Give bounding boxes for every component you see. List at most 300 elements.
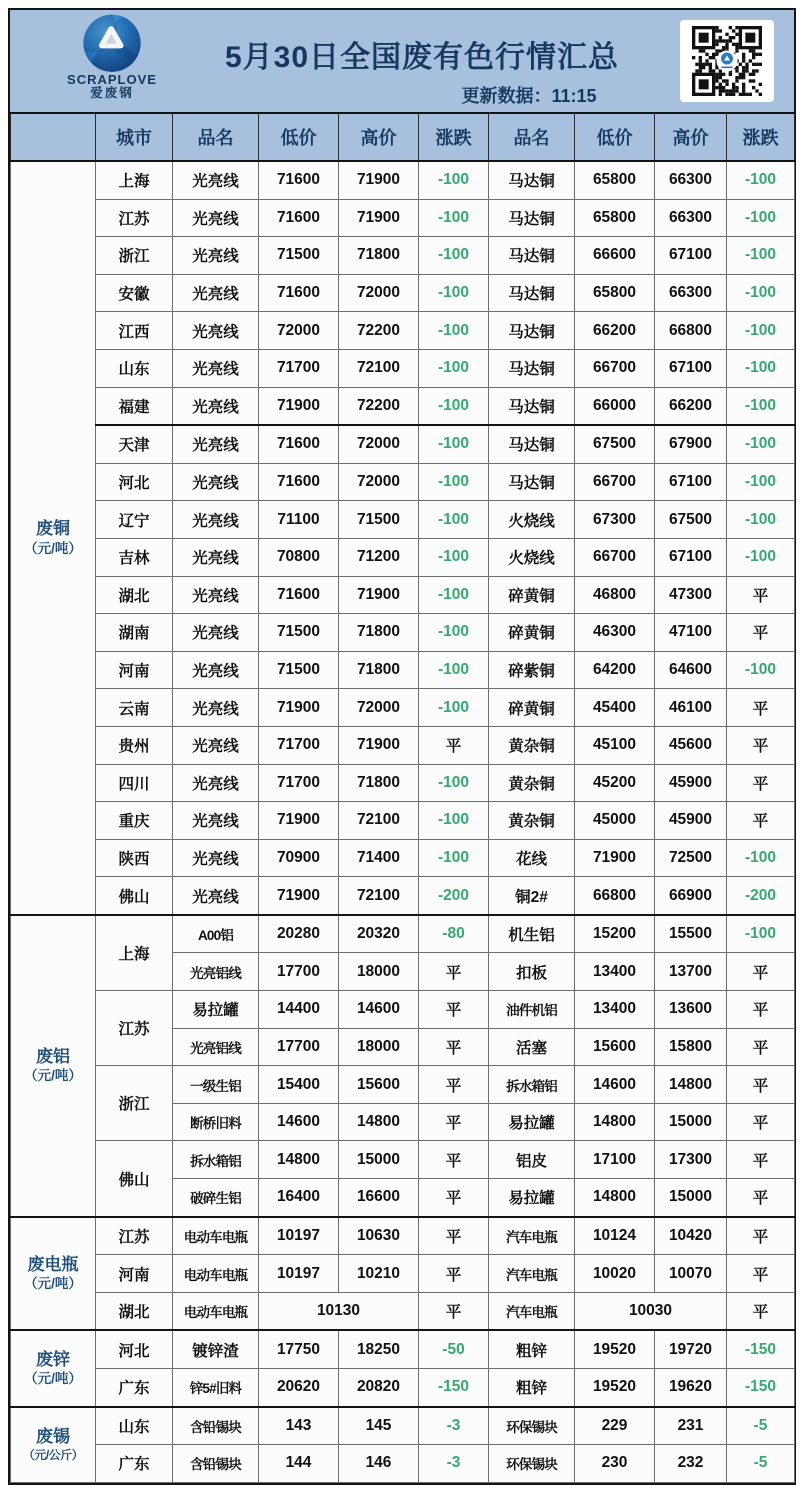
city-cell: 云南 [96, 689, 173, 727]
product-cell: 花线 [489, 839, 575, 877]
change-cell: -100 [419, 651, 489, 689]
product-cell: 光亮线 [173, 839, 259, 877]
low-price-cell: 71900 [259, 689, 339, 727]
product-cell: 电动车电瓶 [173, 1217, 259, 1255]
high-price-cell: 20820 [339, 1369, 419, 1407]
product-cell: 光亮铝线 [173, 1028, 259, 1066]
high-price-cell: 66800 [655, 312, 727, 350]
category-label: 废锡 [36, 1427, 70, 1447]
product-cell: 光亮线 [173, 538, 259, 576]
low-price-cell: 66700 [575, 463, 655, 501]
low-price-cell: 65800 [575, 161, 655, 199]
change-cell: -100 [419, 538, 489, 576]
merged-price-cell: 10030 [575, 1292, 727, 1330]
category-unit: （元/吨） [24, 1068, 82, 1084]
low-price-cell: 15200 [575, 915, 655, 953]
high-price-cell: 67500 [655, 501, 727, 539]
high-price-cell: 15000 [655, 1179, 727, 1217]
product-cell: 光亮线 [173, 312, 259, 350]
low-price-cell: 20620 [259, 1369, 339, 1407]
table-row [11, 1369, 795, 1407]
change-cell: 平 [727, 726, 795, 764]
low-price-cell: 15600 [575, 1028, 655, 1066]
low-price-cell: 19520 [575, 1369, 655, 1407]
category-label: 废铝 [36, 1047, 70, 1067]
change-cell: -100 [419, 274, 489, 312]
change-cell: -100 [419, 237, 489, 275]
product-cell: 光亮线 [173, 349, 259, 387]
product-cell: 光亮线 [173, 764, 259, 802]
category-unit: （元/吨） [24, 1276, 82, 1292]
table-row [11, 991, 795, 1029]
low-price-cell: 46300 [575, 614, 655, 652]
qr-code [680, 20, 774, 102]
column-header-5: 品名 [489, 114, 575, 161]
high-price-cell: 66900 [655, 877, 727, 915]
high-price-cell: 10210 [339, 1255, 419, 1293]
product-cell: 马达铜 [489, 199, 575, 237]
high-price-cell: 67100 [655, 463, 727, 501]
change-cell: 平 [419, 1179, 489, 1217]
high-price-cell: 72100 [339, 877, 419, 915]
city-cell: 佛山 [96, 1141, 173, 1217]
table-row [11, 576, 795, 614]
high-price-cell: 47100 [655, 614, 727, 652]
low-price-cell: 45400 [575, 689, 655, 727]
product-cell: 光亮线 [173, 237, 259, 275]
low-price-cell: 71900 [575, 839, 655, 877]
low-price-cell: 71700 [259, 349, 339, 387]
change-cell: -100 [727, 199, 795, 237]
product-cell: 光亮线 [173, 726, 259, 764]
low-price-cell: 71700 [259, 764, 339, 802]
product-cell: 电动车电瓶 [173, 1255, 259, 1293]
change-cell: -100 [727, 387, 795, 425]
header-corner-cell [11, 114, 96, 161]
category-cell [11, 161, 96, 915]
high-price-cell: 72000 [339, 274, 419, 312]
product-cell: 环保锡块 [489, 1445, 575, 1483]
product-cell: 汽车电瓶 [489, 1217, 575, 1255]
low-price-cell: 71600 [259, 199, 339, 237]
table-row [11, 274, 795, 312]
product-cell: 活塞 [489, 1028, 575, 1066]
city-cell: 山东 [96, 1407, 173, 1445]
low-price-cell: 13400 [575, 953, 655, 991]
high-price-cell: 15000 [655, 1103, 727, 1141]
product-cell: 破碎生铝 [173, 1179, 259, 1217]
change-cell: -100 [419, 802, 489, 840]
high-price-cell: 10630 [339, 1217, 419, 1255]
change-cell: -80 [419, 915, 489, 953]
product-cell: 粗锌 [489, 1330, 575, 1368]
city-cell: 安徽 [96, 274, 173, 312]
low-price-cell: 45100 [575, 726, 655, 764]
high-price-cell: 16600 [339, 1179, 419, 1217]
change-cell: 平 [727, 614, 795, 652]
banner [10, 10, 794, 114]
change-cell: -100 [727, 349, 795, 387]
table-row [11, 651, 795, 689]
change-cell: -150 [727, 1330, 795, 1368]
change-cell: -100 [419, 576, 489, 614]
low-price-cell: 17100 [575, 1141, 655, 1179]
column-header-4: 涨跌 [419, 114, 489, 161]
product-cell: 光亮铝线 [173, 953, 259, 991]
table-row [11, 425, 795, 463]
product-cell: 一级生铝 [173, 1066, 259, 1104]
city-cell: 河南 [96, 651, 173, 689]
change-cell: -100 [419, 312, 489, 350]
city-cell: 河北 [96, 1330, 173, 1368]
table-row [11, 839, 795, 877]
low-price-cell: 14800 [575, 1179, 655, 1217]
table-row [11, 387, 795, 425]
change-cell: -100 [727, 915, 795, 953]
high-price-cell: 14600 [339, 991, 419, 1029]
change-cell: -5 [727, 1445, 795, 1483]
product-cell: 易拉罐 [173, 991, 259, 1029]
low-price-cell: 10124 [575, 1217, 655, 1255]
low-price-cell: 71900 [259, 877, 339, 915]
product-cell: 火烧线 [489, 501, 575, 539]
low-price-cell: 14600 [259, 1103, 339, 1141]
product-cell: 马达铜 [489, 312, 575, 350]
change-cell: 平 [727, 991, 795, 1029]
city-cell: 天津 [96, 425, 173, 463]
low-price-cell: 45200 [575, 764, 655, 802]
product-cell: 断桥旧料 [173, 1103, 259, 1141]
high-price-cell: 72200 [339, 387, 419, 425]
low-price-cell: 10020 [575, 1255, 655, 1293]
city-cell: 贵州 [96, 726, 173, 764]
change-cell: 平 [727, 1103, 795, 1141]
city-cell: 江苏 [96, 199, 173, 237]
city-cell: 广东 [96, 1369, 173, 1407]
table-row [11, 237, 795, 275]
high-price-cell: 71900 [339, 199, 419, 237]
high-price-cell: 71900 [339, 576, 419, 614]
product-cell: 马达铜 [489, 387, 575, 425]
product-cell: 火烧线 [489, 538, 575, 576]
change-cell: 平 [727, 1255, 795, 1293]
change-cell: -200 [419, 877, 489, 915]
high-price-cell: 10070 [655, 1255, 727, 1293]
change-cell: -100 [419, 614, 489, 652]
change-cell: 平 [419, 1066, 489, 1104]
product-cell: 光亮线 [173, 387, 259, 425]
table-row [11, 915, 795, 953]
high-price-cell: 14800 [655, 1066, 727, 1104]
product-cell: 锌5#旧料 [173, 1369, 259, 1407]
change-cell: -100 [419, 689, 489, 727]
merged-price-cell: 10130 [259, 1292, 419, 1330]
high-price-cell: 46100 [655, 689, 727, 727]
city-cell: 浙江 [96, 237, 173, 275]
high-price-cell: 72000 [339, 425, 419, 463]
high-price-cell: 71900 [339, 726, 419, 764]
table-row [11, 349, 795, 387]
change-cell: -100 [419, 501, 489, 539]
change-cell: 平 [419, 1141, 489, 1179]
city-cell: 江苏 [96, 991, 173, 1066]
high-price-cell: 72500 [655, 839, 727, 877]
change-cell: -100 [727, 463, 795, 501]
table-row [11, 501, 795, 539]
change-cell: -100 [419, 425, 489, 463]
product-cell: 马达铜 [489, 237, 575, 275]
city-cell: 上海 [96, 161, 173, 199]
low-price-cell: 64200 [575, 651, 655, 689]
product-cell: 易拉罐 [489, 1179, 575, 1217]
low-price-cell: 67300 [575, 501, 655, 539]
product-cell: 含铅锡块 [173, 1445, 259, 1483]
high-price-cell: 71900 [339, 161, 419, 199]
table-row [11, 312, 795, 350]
low-price-cell: 10197 [259, 1255, 339, 1293]
change-cell: -100 [419, 161, 489, 199]
high-price-cell: 232 [655, 1445, 727, 1483]
column-header-7: 高价 [655, 114, 727, 161]
change-cell: -5 [727, 1407, 795, 1445]
low-price-cell: 71900 [259, 387, 339, 425]
low-price-cell: 15400 [259, 1066, 339, 1104]
change-cell: -100 [727, 501, 795, 539]
change-cell: 平 [727, 689, 795, 727]
category-unit: （元/吨） [24, 1371, 82, 1387]
logo [46, 13, 178, 100]
category-unit: （元/吨） [24, 540, 82, 556]
product-cell: 光亮线 [173, 802, 259, 840]
high-price-cell: 15600 [339, 1066, 419, 1104]
high-price-cell: 146 [339, 1445, 419, 1483]
product-cell: 马达铜 [489, 425, 575, 463]
product-cell: A00铝 [173, 915, 259, 953]
low-price-cell: 71600 [259, 463, 339, 501]
product-cell: 粗锌 [489, 1369, 575, 1407]
product-cell: 汽车电瓶 [489, 1255, 575, 1293]
change-cell: -100 [419, 463, 489, 501]
table-row [11, 199, 795, 237]
change-cell: -100 [727, 312, 795, 350]
city-cell: 江苏 [96, 1217, 173, 1255]
change-cell: 平 [727, 764, 795, 802]
product-cell: 马达铜 [489, 161, 575, 199]
city-cell: 广东 [96, 1445, 173, 1483]
change-cell: -100 [727, 651, 795, 689]
low-price-cell: 45000 [575, 802, 655, 840]
change-cell: -3 [419, 1407, 489, 1445]
table-row [11, 764, 795, 802]
product-cell: 马达铜 [489, 349, 575, 387]
product-cell: 马达铜 [489, 274, 575, 312]
change-cell: -3 [419, 1445, 489, 1483]
change-cell: -100 [419, 199, 489, 237]
table-header [11, 114, 795, 161]
product-cell: 黄杂铜 [489, 764, 575, 802]
high-price-cell: 145 [339, 1407, 419, 1445]
low-price-cell: 66200 [575, 312, 655, 350]
high-price-cell: 18250 [339, 1330, 419, 1368]
high-price-cell: 67100 [655, 538, 727, 576]
high-price-cell: 71800 [339, 614, 419, 652]
high-price-cell: 72200 [339, 312, 419, 350]
low-price-cell: 19520 [575, 1330, 655, 1368]
change-cell: 平 [727, 1066, 795, 1104]
change-cell: 平 [419, 1255, 489, 1293]
low-price-cell: 70900 [259, 839, 339, 877]
low-price-cell: 14400 [259, 991, 339, 1029]
product-cell: 光亮线 [173, 161, 259, 199]
table-header-row [11, 114, 795, 161]
product-cell: 马达铜 [489, 463, 575, 501]
change-cell: 平 [727, 802, 795, 840]
low-price-cell: 65800 [575, 274, 655, 312]
table-row [11, 1445, 795, 1483]
change-cell: -100 [727, 237, 795, 275]
table-row [11, 1217, 795, 1255]
product-cell: 电动车电瓶 [173, 1292, 259, 1330]
high-price-cell: 19620 [655, 1369, 727, 1407]
city-cell: 湖南 [96, 614, 173, 652]
high-price-cell: 66300 [655, 199, 727, 237]
high-price-cell: 13600 [655, 991, 727, 1029]
product-cell: 拆水箱铝 [489, 1066, 575, 1104]
high-price-cell: 10420 [655, 1217, 727, 1255]
change-cell: 平 [727, 1217, 795, 1255]
product-cell: 光亮线 [173, 651, 259, 689]
high-price-cell: 18000 [339, 953, 419, 991]
product-cell: 碎黄铜 [489, 576, 575, 614]
low-price-cell: 67500 [575, 425, 655, 463]
change-cell: -150 [419, 1369, 489, 1407]
high-price-cell: 64600 [655, 651, 727, 689]
change-cell: 平 [419, 953, 489, 991]
product-cell: 光亮线 [173, 501, 259, 539]
low-price-cell: 10197 [259, 1217, 339, 1255]
low-price-cell: 70800 [259, 538, 339, 576]
column-header-3: 高价 [339, 114, 419, 161]
product-cell: 碎黄铜 [489, 614, 575, 652]
change-cell: 平 [419, 991, 489, 1029]
price-table-body [11, 161, 795, 1482]
low-price-cell: 71500 [259, 614, 339, 652]
change-cell: -200 [727, 877, 795, 915]
category-cell [11, 1330, 96, 1406]
change-cell: -100 [419, 387, 489, 425]
category-label: 废锌 [36, 1349, 70, 1369]
change-cell: -150 [727, 1369, 795, 1407]
table-row [11, 1141, 795, 1179]
high-price-cell: 14800 [339, 1103, 419, 1141]
change-cell: 平 [419, 726, 489, 764]
product-cell: 环保锡块 [489, 1407, 575, 1445]
table-row [11, 877, 795, 915]
change-cell: 平 [727, 1141, 795, 1179]
change-cell: 平 [727, 1292, 795, 1330]
city-cell: 佛山 [96, 877, 173, 915]
low-price-cell: 71600 [259, 425, 339, 463]
column-header-6: 低价 [575, 114, 655, 161]
high-price-cell: 72100 [339, 349, 419, 387]
product-cell: 机生铝 [489, 915, 575, 953]
category-unit: （元/公斤） [22, 1448, 84, 1463]
city-cell: 河北 [96, 463, 173, 501]
city-cell: 江西 [96, 312, 173, 350]
product-cell: 扣板 [489, 953, 575, 991]
change-cell: 平 [419, 1028, 489, 1066]
low-price-cell: 20280 [259, 915, 339, 953]
low-price-cell: 71600 [259, 576, 339, 614]
change-cell: 平 [727, 1179, 795, 1217]
column-header-2: 低价 [259, 114, 339, 161]
high-price-cell: 67100 [655, 237, 727, 275]
city-cell: 陕西 [96, 839, 173, 877]
column-header-0: 城市 [96, 114, 173, 161]
table-row [11, 689, 795, 727]
change-cell: 平 [727, 576, 795, 614]
change-cell: -100 [419, 839, 489, 877]
change-cell: -100 [419, 349, 489, 387]
city-cell: 上海 [96, 915, 173, 991]
high-price-cell: 67100 [655, 349, 727, 387]
low-price-cell: 230 [575, 1445, 655, 1483]
category-label: 废电瓶 [27, 1254, 79, 1274]
category-cell [11, 1407, 96, 1483]
change-cell: -100 [727, 274, 795, 312]
price-table [10, 114, 795, 1483]
product-cell: 光亮线 [173, 877, 259, 915]
high-price-cell: 17300 [655, 1141, 727, 1179]
category-label: 废铜 [36, 519, 70, 539]
low-price-cell: 66600 [575, 237, 655, 275]
city-cell: 重庆 [96, 802, 173, 840]
product-cell: 光亮线 [173, 689, 259, 727]
low-price-cell: 72000 [259, 312, 339, 350]
category-cell [11, 1217, 96, 1331]
high-price-cell: 45600 [655, 726, 727, 764]
product-cell: 汽车电瓶 [489, 1292, 575, 1330]
change-cell: 平 [727, 1028, 795, 1066]
change-cell: 平 [419, 1103, 489, 1141]
change-cell: 平 [419, 1292, 489, 1330]
city-cell: 山东 [96, 349, 173, 387]
column-header-1: 品名 [173, 114, 259, 161]
table-row [11, 1292, 795, 1330]
table-row [11, 1255, 795, 1293]
change-cell: 平 [419, 1217, 489, 1255]
change-cell: -100 [727, 161, 795, 199]
low-price-cell: 71100 [259, 501, 339, 539]
table-row [11, 726, 795, 764]
product-cell: 碎黄铜 [489, 689, 575, 727]
high-price-cell: 71200 [339, 538, 419, 576]
low-price-cell: 71600 [259, 161, 339, 199]
high-price-cell: 71800 [339, 651, 419, 689]
low-price-cell: 66000 [575, 387, 655, 425]
table-row [11, 161, 795, 199]
product-cell: 光亮线 [173, 614, 259, 652]
table-row [11, 1407, 795, 1445]
table-row [11, 463, 795, 501]
high-price-cell: 19720 [655, 1330, 727, 1368]
product-cell: 光亮线 [173, 576, 259, 614]
high-price-cell: 71800 [339, 764, 419, 802]
city-cell: 湖北 [96, 1292, 173, 1330]
change-cell: -50 [419, 1330, 489, 1368]
city-cell: 四川 [96, 764, 173, 802]
high-price-cell: 15800 [655, 1028, 727, 1066]
